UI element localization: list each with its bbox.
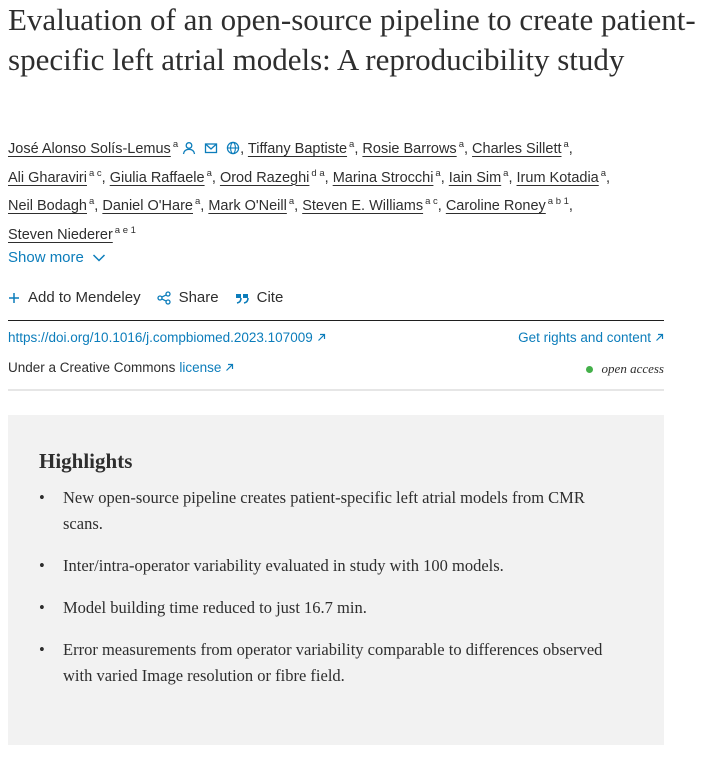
author-15[interactable]: Caroline Roney $^{a b 1}$,: [445, 196, 573, 214]
author-affiliation: d a: [311, 167, 325, 179]
rights-text: Get rights and content: [518, 330, 651, 345]
list-item: [39, 595, 619, 621]
share-label: Share: [178, 289, 219, 306]
bullet-icon: •: [39, 556, 45, 575]
license-link-text: license: [179, 360, 222, 375]
highlight-text: New open-source pipeline creates patient-specific left atrial models from CMR scans.: [63, 488, 585, 533]
author-affiliation: a: [172, 139, 179, 150]
license-prefix: Under a Creative Commons: [8, 360, 176, 375]
author-10[interactable]: Irum Kotadia $^a$,: [516, 167, 611, 186]
highlight-text: Model building time reduced to just 16.7 min.: [63, 598, 367, 617]
author-name[interactable]: Ali Gharaviri: [8, 169, 87, 186]
author-name[interactable]: Daniel O'Hare: [102, 198, 193, 214]
open-access-dot-icon: [586, 366, 593, 373]
author-name[interactable]: Marina Strocchi: [332, 169, 434, 186]
person-icon[interactable]: [182, 139, 196, 153]
globe-icon[interactable]: [226, 139, 240, 153]
get-rights-link[interactable]: [518, 330, 664, 345]
author-name[interactable]: José Alonso Solís-Lemus: [8, 141, 171, 157]
highlights-list: [39, 485, 619, 705]
author-affiliation: a: [600, 167, 607, 179]
author-7[interactable]: Orod Razeghi $^{d a}$,: [219, 167, 333, 186]
author-list: [8, 133, 668, 247]
share-button[interactable]: [157, 289, 219, 306]
bullet-icon: •: [39, 488, 45, 507]
highlight-text: Error measurements from operator variability comparable to differences observed with varied Image resolution or fibre field.: [63, 640, 603, 685]
author-2[interactable]: Tiffany Baptiste $^a$,: [247, 139, 363, 157]
author-16[interactable]: [8, 224, 136, 243]
author-name[interactable]: Irum Kotadia: [516, 169, 599, 186]
add-to-mendeley-button[interactable]: [8, 289, 141, 306]
author-6[interactable]: Giulia Raffaele $^a$,: [109, 167, 220, 186]
doi-link[interactable]: [8, 330, 326, 345]
highlights-box: [8, 415, 664, 745]
author-13[interactable]: Mark O'Neill $^a$,: [208, 196, 303, 214]
license-link[interactable]: [179, 360, 234, 375]
author-12[interactable]: Daniel O'Hare $^a$,: [102, 196, 209, 214]
author-name[interactable]: Orod Razeghi: [219, 169, 310, 186]
author-name[interactable]: Tiffany Baptiste: [247, 141, 348, 157]
open-access-label: open access: [601, 361, 664, 376]
article-title: Evaluation of an open-source pipeline to create patient-specific left atrial models: A reproducibility study: [8, 2, 696, 77]
author-affiliation: a: [349, 139, 355, 150]
author-affiliation: a: [206, 167, 212, 179]
mendeley-label: Add to Mendeley: [28, 289, 141, 306]
author-name[interactable]: Steven Niederer: [8, 226, 113, 243]
cite-button[interactable]: [235, 289, 284, 306]
bullet-icon: •: [39, 598, 45, 617]
cite-label: Cite: [256, 289, 284, 306]
author-affiliation: a: [503, 167, 509, 179]
author-affiliation: a: [458, 139, 464, 150]
author-4[interactable]: Charles Sillett $^a$,: [472, 139, 573, 157]
highlights-title: Highlights: [39, 449, 133, 473]
author-affiliation: a e 1: [114, 224, 136, 236]
author-3[interactable]: Rosie Barrows $^a$,: [362, 139, 473, 157]
author-name[interactable]: Steven E. Williams: [302, 198, 424, 214]
author-name[interactable]: Neil Bodagh: [8, 198, 87, 214]
author-9[interactable]: Iain Sim $^a$,: [448, 167, 517, 186]
author-name[interactable]: Charles Sillett: [472, 141, 562, 157]
author-name[interactable]: Iain Sim: [448, 169, 502, 186]
bullet-icon: •: [39, 640, 45, 659]
author-1[interactable]: José Alonso Solís-Lemus $^a$ ,: [8, 139, 248, 157]
author-affiliation: a c: [425, 196, 438, 207]
list-item: [39, 485, 619, 537]
author-name[interactable]: Rosie Barrows: [362, 141, 457, 157]
author-name[interactable]: Caroline Roney: [445, 198, 546, 214]
quote-icon: [235, 292, 249, 304]
author-11[interactable]: Neil Bodagh $^a$,: [8, 196, 103, 214]
divider: [8, 320, 664, 321]
author-affiliation: a: [563, 139, 569, 150]
author-5[interactable]: Ali Gharaviri $^{a c}$,: [8, 167, 110, 186]
author-name[interactable]: Giulia Raffaele: [109, 169, 205, 186]
email-icon[interactable]: [204, 139, 218, 153]
author-8[interactable]: Marina Strocchi $^a$,: [332, 167, 449, 186]
author-affiliation: a: [288, 196, 295, 207]
show-more-label: Show more: [8, 249, 84, 266]
author-name[interactable]: Mark O'Neill: [208, 198, 287, 214]
plus-icon: [8, 292, 20, 304]
external-link-icon: [655, 333, 664, 342]
license-line: [8, 360, 234, 375]
article-toolbar: [8, 289, 299, 306]
author-affiliation: a c: [88, 167, 102, 179]
external-link-icon: [225, 363, 234, 372]
author-affiliation: a: [435, 167, 441, 179]
author-affiliation: a: [194, 196, 201, 207]
external-link-icon: [317, 333, 326, 342]
author-affiliation: a b 1: [547, 196, 569, 207]
divider: [8, 389, 664, 391]
author-14[interactable]: Steven E. Williams $^{a c}$,: [302, 196, 446, 214]
share-icon: [157, 291, 171, 305]
highlight-text: Inter/intra-operator variability evaluated in study with 100 models.: [63, 556, 504, 575]
list-item: [39, 553, 619, 579]
chevron-down-icon: [92, 253, 106, 263]
open-access-badge: [586, 361, 664, 377]
show-more-button[interactable]: [8, 249, 106, 266]
list-item: [39, 637, 619, 689]
author-affiliation: a: [89, 196, 95, 207]
doi-text: https://doi.org/10.1016/j.compbiomed.2023.107009: [8, 330, 313, 345]
